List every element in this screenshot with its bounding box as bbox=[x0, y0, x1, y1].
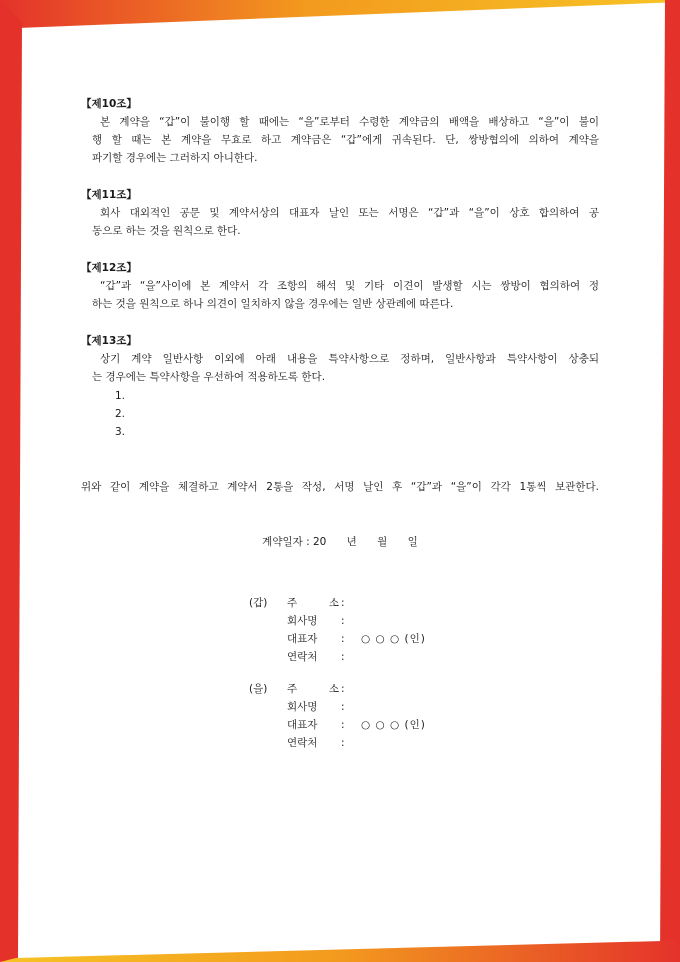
article-11-heading: 【제11조】 bbox=[81, 189, 137, 201]
colon: : bbox=[341, 737, 345, 749]
colon: : bbox=[341, 597, 345, 609]
article-11-line-2: 동으로 하는 것을 원칙으로 한다. bbox=[92, 225, 241, 237]
contract-date bbox=[0, 533, 680, 551]
contact-label: 연락처 bbox=[287, 651, 318, 663]
party-b-contact-field bbox=[287, 734, 345, 752]
address-label: 주 소 bbox=[287, 597, 339, 609]
article-10-line-2: 행 할 때는 본 계약을 무효로 하고 계약금은 “갑”에게 귀속된다. 단, 쌍방협의에 의하여 계약을 bbox=[92, 134, 599, 146]
article-13-body bbox=[92, 350, 599, 386]
article-13-heading: 【제13조】 bbox=[81, 335, 137, 347]
article-10-heading: 【제10조】 bbox=[81, 98, 137, 110]
contact-label: 연락처 bbox=[287, 737, 318, 749]
company-label: 회사명 bbox=[287, 615, 318, 627]
article-12-body bbox=[92, 277, 599, 313]
party-a-seal: ○ ○ ○ (인) bbox=[361, 633, 426, 645]
colon: : bbox=[341, 719, 345, 731]
article-11-line-1: 회사 대외적인 공문 및 계약서상의 대표자 날인 또는 서명은 “갑”과 “을”이 상호 합의하여 공 bbox=[100, 207, 599, 219]
special-term-3: 3. bbox=[115, 426, 126, 438]
article-10-line-1: 본 계약을 “갑”이 불이행 할 때에는 “을”로부터 수령한 계약금의 배액을 배상하고 “을”이 불이 bbox=[100, 116, 599, 128]
colon: : bbox=[341, 701, 345, 713]
representative-label: 대표자 bbox=[287, 719, 318, 731]
article-12-line-1: “갑”과 “을”사이에 본 계약서 각 조항의 해석 및 기타 이견이 발생할 시는 쌍방이 협의하여 정 bbox=[100, 280, 599, 292]
colon: : bbox=[341, 633, 345, 645]
article-13-line-2: 는 경우에는 특약사항을 우선하여 적용하도록 한다. bbox=[92, 371, 326, 383]
article-12-line-2: 하는 것을 원칙으로 하나 의견이 일치하지 않을 경우에는 일반 상관례에 따른다. bbox=[92, 298, 454, 310]
party-b-address-field bbox=[287, 680, 345, 698]
party-a-representative-field bbox=[287, 630, 345, 648]
company-label: 회사명 bbox=[287, 701, 318, 713]
month-unit: 월 bbox=[377, 536, 388, 548]
address-label: 주 소 bbox=[287, 683, 339, 695]
colon: : bbox=[341, 683, 345, 695]
article-12-heading: 【제12조】 bbox=[81, 262, 137, 274]
article-13-line-1: 상기 계약 일반사항 이외에 아래 내용을 특약사항으로 정하며, 일반사항과 특약사항이 상충되 bbox=[100, 353, 599, 365]
colon: : bbox=[341, 615, 345, 627]
representative-label: 대표자 bbox=[287, 633, 318, 645]
special-term-2: 2. bbox=[115, 408, 126, 420]
party-b-label: (을) bbox=[249, 683, 268, 695]
day-unit: 일 bbox=[407, 536, 418, 548]
closing-statement: 위와 같이 계약을 체결하고 계약서 2통을 작성, 서명 날인 후 “갑”과 “을”이 각각 1통씩 보관한다. bbox=[81, 481, 599, 493]
party-a-address-field bbox=[287, 594, 345, 612]
year-unit: 년 bbox=[346, 536, 357, 548]
party-b-seal: ○ ○ ○ (인) bbox=[361, 719, 426, 731]
party-a-contact-field bbox=[287, 648, 345, 666]
contract-date-label: 계약일자 : 20 bbox=[262, 536, 327, 548]
article-11-body bbox=[92, 204, 599, 240]
party-a-company-field bbox=[287, 612, 345, 630]
article-10-body bbox=[92, 113, 599, 167]
special-term-1: 1. bbox=[115, 390, 126, 402]
colon: : bbox=[341, 651, 345, 663]
party-b-company-field bbox=[287, 698, 345, 716]
party-a-label: (갑) bbox=[249, 597, 268, 609]
article-10-line-3: 파기할 경우에는 그러하지 아니한다. bbox=[92, 152, 258, 164]
party-b-representative-field bbox=[287, 716, 345, 734]
